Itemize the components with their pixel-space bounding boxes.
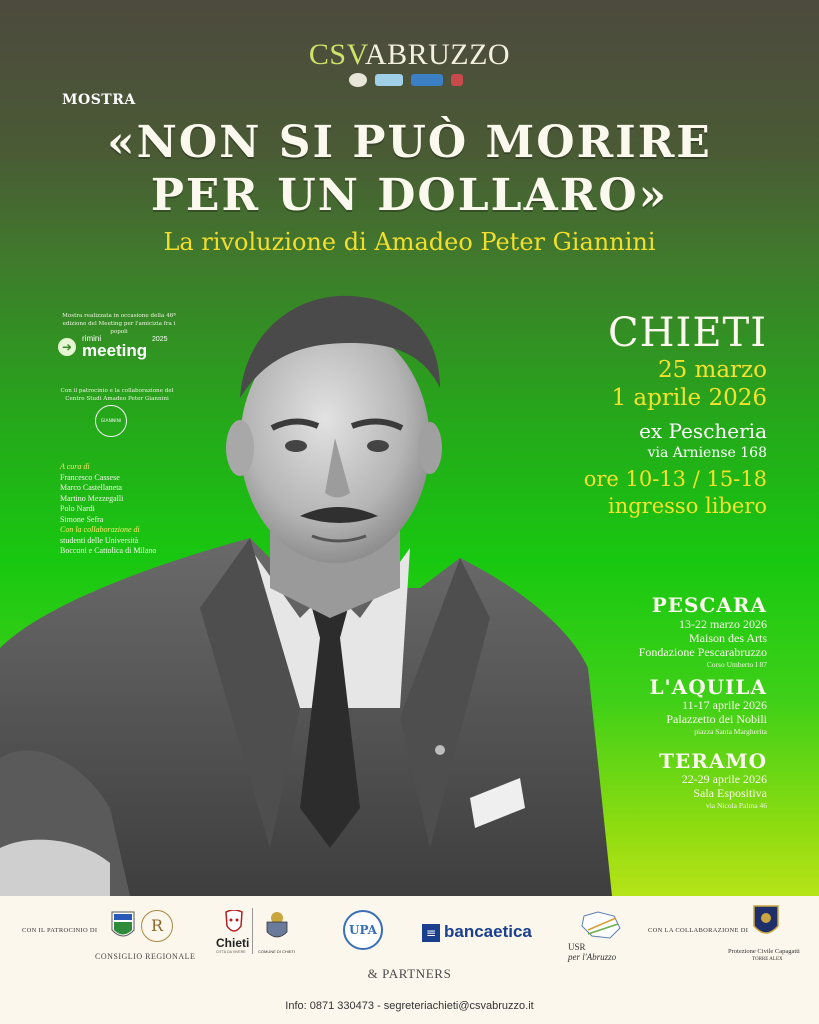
venue-city-pescara: PESCARA	[651, 593, 767, 617]
usr-abruzzo-map-icon	[580, 910, 624, 940]
collab-label: Con la collaborazione di	[60, 525, 140, 534]
venue-address: via Nicola Palma 46	[705, 801, 767, 810]
curator-name: Polo Nardi	[60, 504, 95, 513]
meeting-arrow-icon: ➜	[58, 338, 76, 356]
main-city: CHIETI	[608, 310, 767, 356]
consiglio-monogram-icon: R	[141, 910, 173, 942]
venue-address: piazza Santa Margherita	[694, 727, 767, 736]
venue-dates: 11-17 aprile 2026	[682, 698, 767, 712]
subtitle: La rivoluzione di Amadeo Peter Giannini	[163, 228, 656, 256]
bancaetica-logo-text: bancaetica	[444, 922, 532, 941]
venue-city-teramo: TERAMO	[659, 749, 767, 773]
chieti-logo-text: Chieti	[216, 936, 250, 950]
main-venue-address: via Arniense 168	[647, 445, 767, 461]
meeting-word: meeting	[82, 341, 148, 360]
curator-name: Martino Mezzegalli	[60, 493, 124, 503]
venue-place: Sala Espositiva	[693, 786, 767, 800]
meeting-note: Mostra realizzata in occasione della 46ª edizione del Meeting per l'amicizia fra i popoli	[62, 313, 176, 335]
collaboration-label: CON LA COLLABORAZIONE DI	[648, 927, 749, 934]
brand-part1: CSV	[308, 38, 365, 71]
credits-block	[60, 462, 200, 557]
curators-label: A cura di	[60, 462, 90, 471]
contact-info: Info: 0871 330473 - segreteriachieti@csvabruzzo.it	[285, 1000, 534, 1012]
partners-label: & PARTNERS	[367, 966, 452, 981]
curator-name: Francesco Cassese	[60, 472, 120, 482]
rimini-meeting-logo	[58, 334, 168, 360]
main-date-end: 1 aprile 2026	[611, 385, 767, 411]
brand-logo	[0, 38, 819, 72]
comune-chieti-crest-icon	[264, 910, 290, 942]
giannini-seal-icon: GIANNINI	[95, 405, 127, 437]
venue-place: Maison des Arts	[689, 631, 767, 645]
partner-logo-3-icon	[411, 74, 443, 86]
chieti-mask-icon	[224, 910, 244, 936]
brand-part2: ABRUZZO	[364, 38, 511, 71]
main-venue-name: ex Pescheria	[639, 419, 767, 443]
consiglio-regionale-label: CONSIGLIO REGIONALE	[95, 952, 196, 961]
collab-line: Bocconi e Cattolica di Milano	[60, 546, 157, 555]
exhibition-kicker: MOSTRA	[62, 92, 136, 108]
upa-logo: UPA	[343, 910, 383, 950]
protezione-civile-label: Protezione Civile Capagatti	[728, 948, 800, 955]
venue-place: Palazzetto dei Nobili	[666, 712, 767, 726]
usr-label: USR	[568, 942, 586, 952]
curator-name: Simone Sefra	[60, 514, 104, 524]
partner-logo-2-icon	[375, 74, 403, 86]
logo-divider	[252, 908, 253, 954]
venue-dates: 22-29 aprile 2026	[681, 772, 767, 786]
venue-address: Corso Umberto I 87	[706, 660, 767, 669]
torre-alex-label: TORRE ALEX	[752, 957, 783, 962]
opening-hours: ore 10-13 / 15-18	[583, 467, 767, 491]
patronage-label: CON IL PATROCINIO DI	[22, 927, 98, 934]
free-entry: ingresso libero	[607, 494, 767, 518]
title-line-2: PER UN DOLLARO»	[150, 170, 669, 221]
giannini-portrait	[0, 288, 612, 896]
giannini-centre-note: Con il patrocinio e la collaborazione del Centro Studi Amadeo Peter Giannini	[60, 388, 174, 402]
curator-name: Marco Castellaneta	[60, 483, 122, 492]
title-line-1: «NON SI PUÒ MORIRE	[107, 117, 712, 168]
venue-dates: 13-22 marzo 2026	[679, 617, 767, 631]
sponsor-footer	[0, 896, 819, 1024]
usr-sub-label: per l'Abruzzo	[568, 952, 617, 962]
meeting-rimini-label: rimini	[82, 334, 102, 343]
collab-line: studenti delle Università	[60, 535, 139, 545]
main-date-start: 25 marzo	[657, 357, 767, 383]
partner-logo-4-icon	[451, 74, 463, 86]
chieti-tagline: CITTÀ DA VIVERE	[216, 950, 246, 954]
protezione-civile-shield-icon	[752, 902, 780, 940]
regione-abruzzo-crest-icon	[110, 908, 136, 944]
bancaetica-mark-icon: ≡	[422, 924, 440, 942]
venue-place-2: Fondazione Pescarabruzzo	[638, 645, 767, 659]
venue-city-laquila: L'AQUILA	[649, 675, 767, 699]
partner-logo-1-icon	[349, 73, 367, 87]
comune-chieti-label: COMUNE DI CHIETI	[258, 949, 296, 954]
brand-partner-logos	[336, 72, 476, 88]
meeting-year: 2025	[152, 336, 168, 343]
